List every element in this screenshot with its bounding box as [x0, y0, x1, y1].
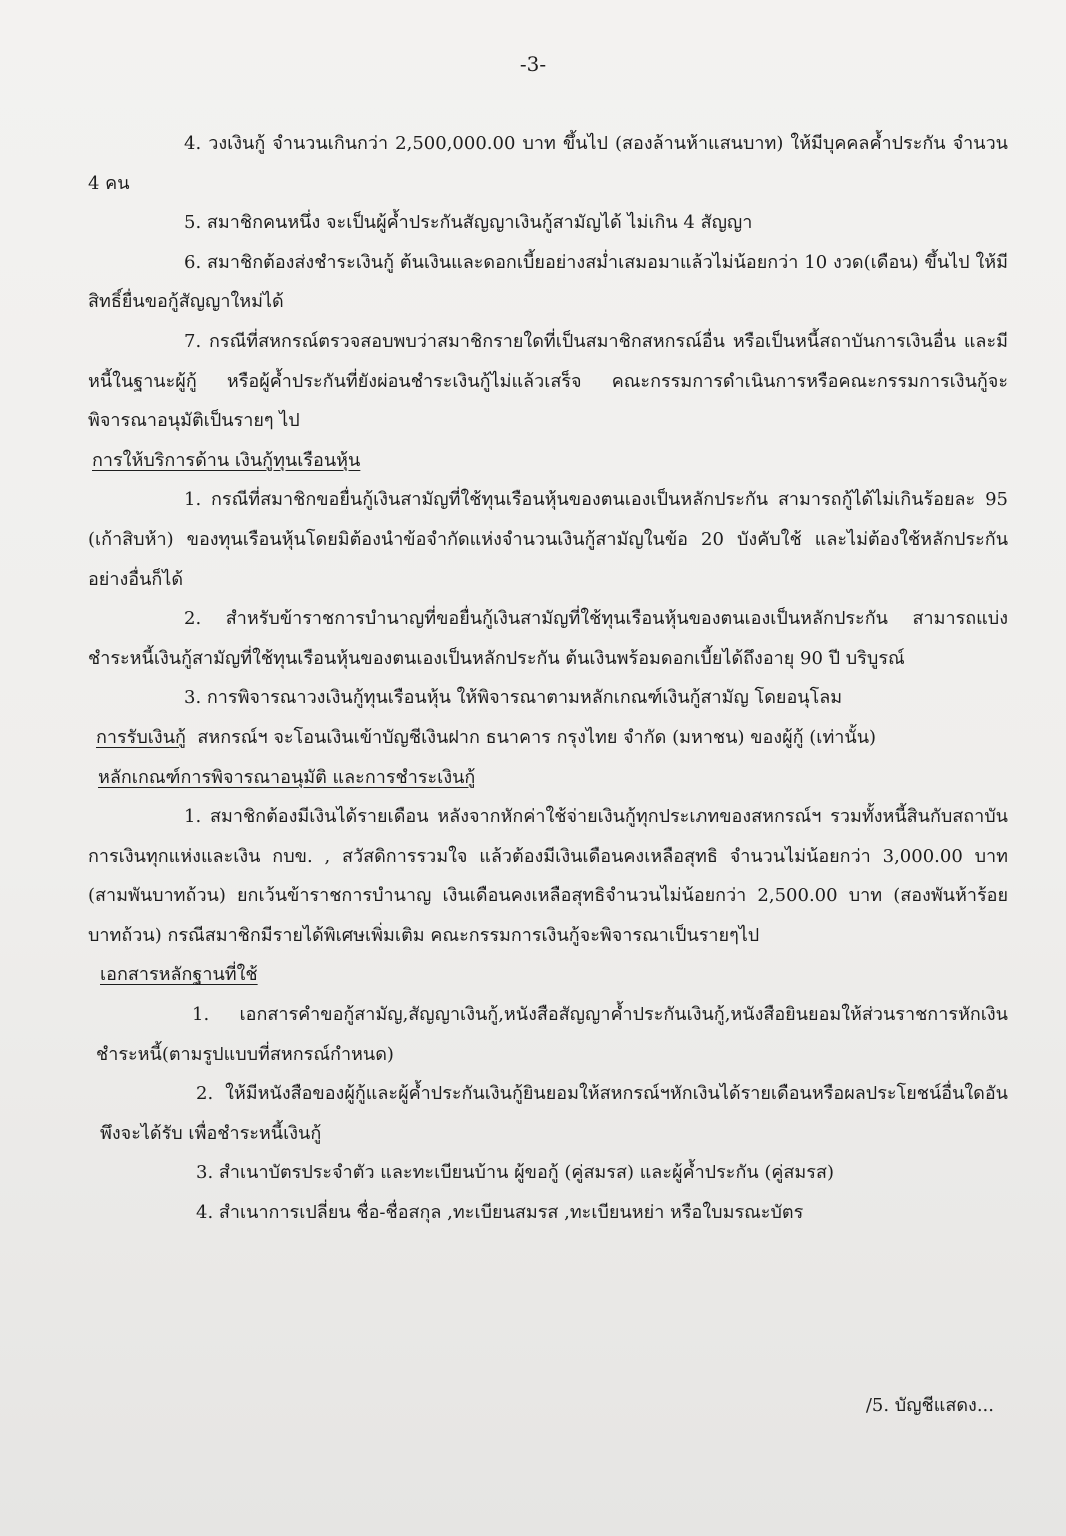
guarantor-item-6: 6. สมาชิกต้องส่งชำระเงินกู้ ต้นเงินและดอกเบี้ยอย่างสม่ำเสมอมาแล้วไม่น้อยกว่า 10 งวด(เดือน) ขึ้นไป ให้มีสิทธิ์ยื่นขอกู้สัญญาใหม่ได้ [88, 251, 1008, 313]
approval-item-1: 1. สมาชิกต้องมีเงินได้รายเดือน หลังจากหักค่าใช้จ่ายเงินกู้ทุกประเภทของสหกรณ์ฯ รวมทั้งหนี้สินกับสถาบันการเงินทุกแห่งและเงิน กบข. , สวัสดิการรวมใจ แล้วต้องมีเงินเดือนคงเหลือสุทธิ จำนวนไม่น้อยกว่า 3,000.00 บาท (สามพันบาทถ้วน) ยกเว้นข้าราชการบำนาญ เงินเดือนคงเหลือสุทธิจำนวนไม่น้อยกว่า 2,500.00 บาท (สองพันห้าร้อยบาทถ้วน) กรณีสมาชิกมีรายได้พิเศษเพิ่มเติม คณะกรรมการเงินกู้จะพิจารณาเป็นรายๆไป [88, 806, 1008, 946]
page-number: -3- [519, 52, 547, 76]
documents-heading: เอกสารหลักฐานที่ใช้ [100, 964, 258, 986]
guarantor-item-7: 7. กรณีที่สหกรณ์ตรวจสอบพบว่าสมาชิกรายใดที่เป็นสมาชิกสหกรณ์อื่น หรือเป็นหนี้สถาบันการเงินอื่น และมีหนี้ในฐานะผู้กู้ หรือผู้ค้ำประกันที่ยังผ่อนชำระเงินกู้ไม่แล้วเสร็จ คณะกรรมการดำเนินการหรือคณะกรรมการเงินกู้จะพิจารณาอนุมัติเป็นรายๆ ไป [88, 330, 1008, 432]
share-loan-heading: การให้บริการด้าน เงินกู้ทุนเรือนหุ้น [92, 449, 361, 471]
guarantor-item-4: 4. วงเงินกู้ จำนวนเกินกว่า 2,500,000.00 บาท ขึ้นไป (สองล้านห้าแสนบาท) ให้มีบุคคลค้ำประกัน จำนวน 4 คน [88, 133, 1008, 194]
share-loan-item-2: 2. สำหรับข้าราชการบำนาญที่ขอยื่นกู้เงินสามัญที่ใช้ทุนเรือนหุ้นของตนเองเป็นหลักประกัน สามารถแบ่งชำระหนี้เงินกู้สามัญที่ใช้ทุนเรือนหุ้นของตนเองเป็นหลักประกัน ต้นเงินพร้อมดอกเบี้ยได้ถึงอายุ 90 ปี บริบูรณ์ [88, 608, 1008, 669]
approval-heading: หลักเกณฑ์การพิจารณาอนุมัติ และการชำระเงินกู้ [98, 766, 476, 788]
documents-item-1: 1. เอกสารคำขอกู้สามัญ,สัญญาเงินกู้,หนังสือสัญญาค้ำประกันเงินกู้,หนังสือยินยอมให้ส่วนราชการหักเงินชำระหนี้(ตามรูปแบบที่สหกรณ์กำหนด) [96, 1004, 1008, 1065]
document-body [88, 124, 1008, 1233]
share-loan-item-3: 3. การพิจารณาวงเงินกู้ทุนเรือนหุ้น ให้พิจารณาตามหลักเกณฑ์เงินกู้สามัญ โดยอนุโลม [184, 687, 843, 709]
receiving-paragraph [88, 718, 1008, 758]
documents-item-2: 2. ให้มีหนังสือของผู้กู้และผู้ค้ำประกันเงินกู้ยินยอมให้สหกรณ์ฯหักเงินได้รายเดือนหรือผลประโยชน์อื่นใดอันพึงจะได้รับ เพื่อชำระหนี้เงินกู้ [100, 1083, 1008, 1144]
share-loan-item-1: 1. กรณีที่สมาชิกขอยื่นกู้เงินสามัญที่ใช้ทุนเรือนหุ้นของตนเองเป็นหลักประกัน สามารถกู้ได้ไม่เกินร้อยละ 95 (เก้าสิบห้า) ของทุนเรือนหุ้นโดยมิต้องนำข้อจำกัดแห่งจำนวนเงินกู้สามัญในข้อ 20 บังคับใช้ และไม่ต้องใช้หลักประกันอย่างอื่นก็ได้ [88, 489, 1008, 590]
continuation-footer: /5. บัญชีแสดง... [865, 1395, 994, 1416]
receiving-heading: การรับเงินกู้ [96, 726, 186, 748]
documents-item-4: 4. สำเนาการเปลี่ยน ชื่อ-ชื่อสกุล ,ทะเบียนสมรส ,ทะเบียนหย่า หรือใบมรณะบัตร [196, 1202, 804, 1224]
receiving-text: สหกรณ์ฯ จะโอนเงินเข้าบัญชีเงินฝาก ธนาคาร กรุงไทย จำกัด (มหาชน) ของผู้กู้ (เท่านั้น) [197, 726, 877, 748]
guarantor-item-5: 5. สมาชิกคนหนึ่ง จะเป็นผู้ค้ำประกันสัญญาเงินกู้สามัญได้ ไม่เกิน 4 สัญญา [184, 212, 753, 234]
documents-item-3: 3. สำเนาบัตรประจำตัว และทะเบียนบ้าน ผู้ขอกู้ (คู่สมรส) และผู้ค้ำประกัน (คู่สมรส) [196, 1162, 834, 1184]
